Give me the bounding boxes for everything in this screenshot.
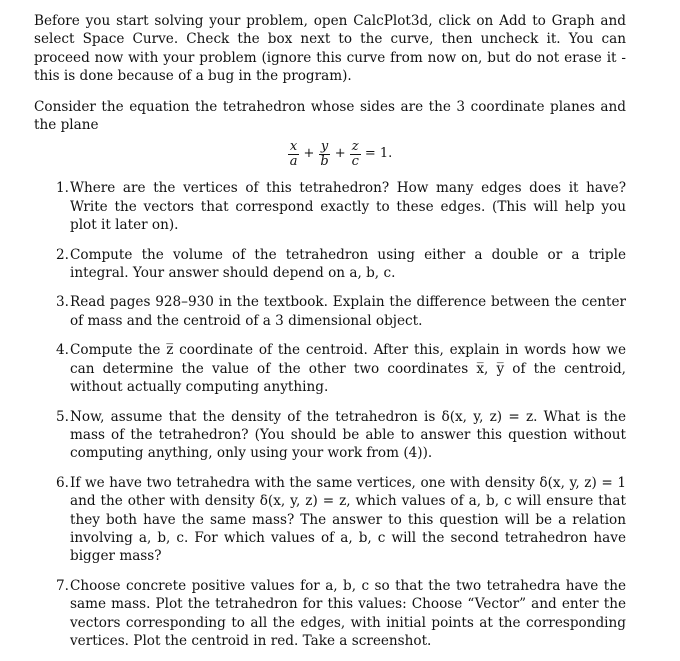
- question-number: 2.: [56, 246, 69, 263]
- question-text: If we have two tetrahedra with the same vertices, one with density δ(x, y, z) = 1 and the other with density δ(x, y, z) = z, which values of a, b, c will ensure that they both have the same mass? The answer to this question will be a relation involving a, b, c. For which values of a, b, c will the second tetrahedron have bigger mass?: [70, 474, 626, 565]
- question-item: [34, 341, 626, 396]
- question-item: [34, 577, 626, 651]
- question-number: 7.: [56, 577, 69, 594]
- question-number: 5.: [56, 408, 69, 425]
- equation-rhs: = 1.: [364, 146, 393, 162]
- plane-equation: [56, 135, 626, 173]
- fraction-x-over-a: [288, 140, 300, 169]
- question-text: Where are the vertices of this tetrahedron? How many edges does it have? Write the vectors that correspond exactly to these edges. (This will help you plot it later on).: [70, 180, 626, 234]
- question-text: Now, assume that the density of the tetrahedron is δ(x, y, z) = z. What is the mass of the tetrahedron? (You should be able to answer this question without computing anything, only using your work from (4)).: [70, 408, 626, 462]
- document-page: [34, 12, 626, 661]
- question-number: 3.: [56, 294, 69, 311]
- consider-paragraph: Consider the equation the tetrahedron whose sides are the 3 coordinate planes and the plane: [34, 98, 626, 134]
- question-number: 6.: [56, 474, 69, 491]
- question-number: 4.: [56, 342, 69, 359]
- question-text: Choose concrete positive values for a, b, c so that the two tetrahedra have the same mass. Plot the tetrahedron for this values: Choose “Vector” and enter the vectors corresponding to all the edges, with initial points at the corresponding vertices. Plot the centroid in red. Take a screenshot.: [70, 577, 626, 649]
- fraction-denominator: b: [320, 153, 329, 169]
- question-list: [34, 179, 626, 650]
- question-item: [34, 408, 626, 463]
- fraction-numerator: z: [351, 138, 359, 154]
- question-item: [34, 179, 626, 234]
- intro-paragraph: Before you start solving your problem, open CalcPlot3d, click on Add to Graph and select Space Curve. Check the box next to the curve, then uncheck it. You can proceed now with your problem (ignore this curve from now on, but do not erase it -this is done because of a bug in the program).: [34, 13, 626, 85]
- question-item: [34, 246, 626, 283]
- fraction-numerator: x: [289, 138, 298, 154]
- question-text: Compute the volume of the tetrahedron using either a double or a triple integral. Your answer should depend on a, b, c.: [70, 246, 626, 282]
- question-item: [34, 474, 626, 566]
- fraction-denominator: a: [289, 153, 298, 169]
- plus-sign: +: [303, 146, 315, 162]
- question-text: Compute the z̅ coordinate of the centroid. After this, explain in words how we can determine the value of the other two coordinates x̅, y̅ of the centroid, without actually computing anything.: [70, 342, 626, 396]
- question-text: Read pages 928–930 in the textbook. Explain the difference between the center of mass and the centroid of a 3 dimensional object.: [70, 294, 626, 329]
- fraction-denominator: c: [351, 153, 359, 169]
- fraction-z-over-c: [350, 140, 361, 169]
- fraction-numerator: y: [320, 138, 329, 154]
- plus-sign: +: [334, 146, 346, 162]
- fraction-y-over-b: [318, 140, 330, 169]
- question-item: [34, 293, 626, 330]
- question-number: 1.: [56, 180, 69, 197]
